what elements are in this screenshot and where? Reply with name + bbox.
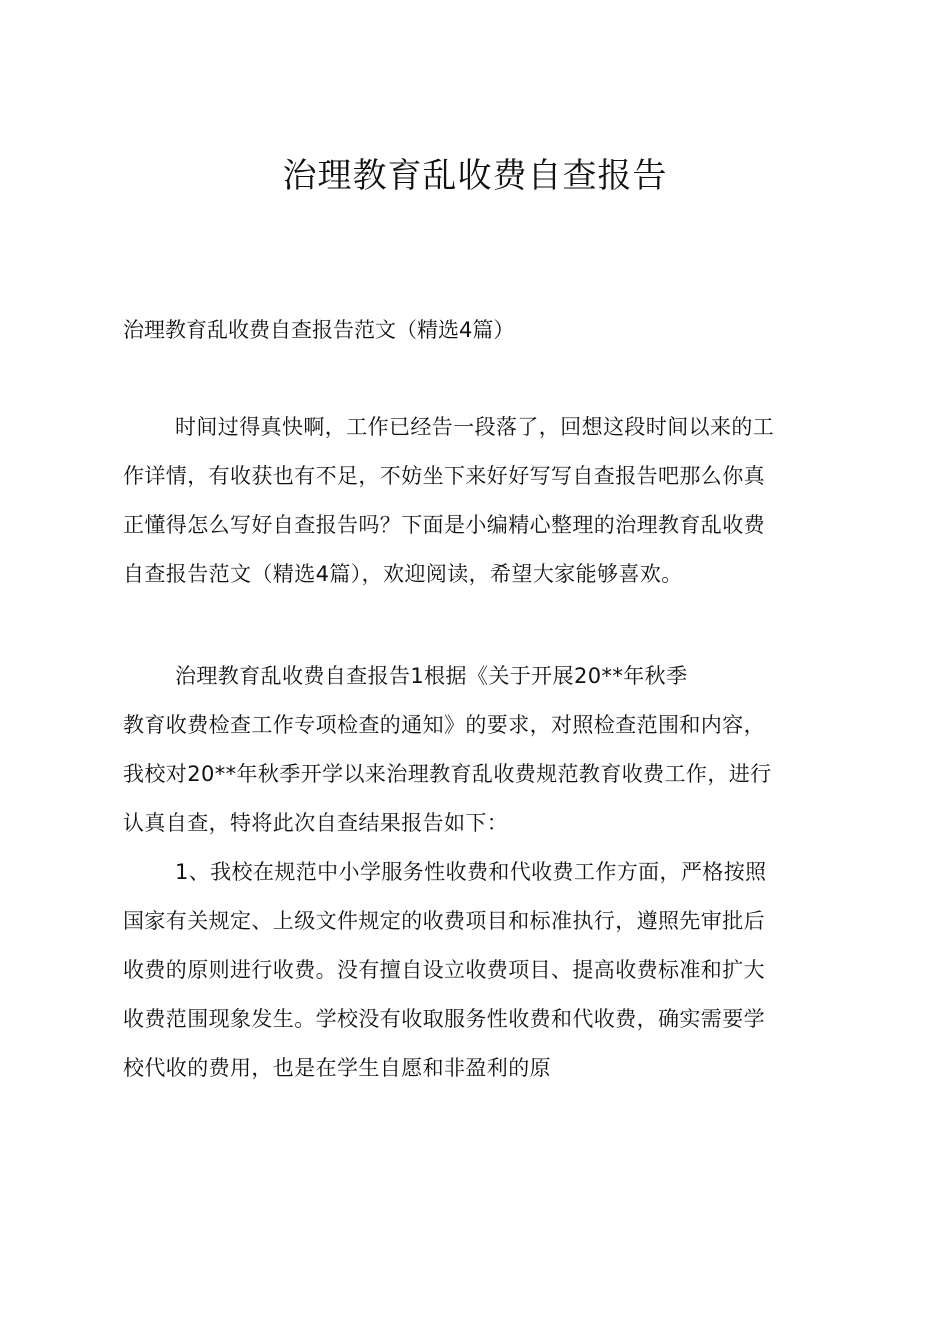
paragraph-line: 教育收费检查工作专项检查的通知》的要求，对照检查范围和内容， bbox=[123, 713, 765, 737]
paragraph-line: 国家有关规定、上级文件规定的收费项目和标准执行，遵照先审批后 bbox=[123, 909, 765, 933]
paragraph-line: 作详情，有收获也有不足，不妨坐下来好好写写自查报告吧那么你真 bbox=[123, 464, 765, 488]
report-intro-paragraph bbox=[123, 652, 835, 848]
paragraph-line: 我校对20**年秋季开学以来治理教育乱收费规范教育收费工作，进行 bbox=[123, 762, 772, 786]
paragraph-line: 正懂得怎么写好自查报告吗？下面是小编精心整理的治理教育乱收费 bbox=[123, 513, 765, 537]
paragraph-line: 认真自查，特将此次自查结果报告如下： bbox=[123, 811, 509, 835]
paragraph-line: 校代收的费用，也是在学生自愿和非盈利的原 bbox=[123, 1056, 551, 1080]
document-subtitle: 治理教育乱收费自查报告范文（精选4篇） bbox=[123, 318, 515, 342]
intro-paragraph bbox=[123, 403, 835, 599]
item-1-paragraph bbox=[123, 848, 835, 1093]
paragraph-line: 时间过得真快啊，工作已经告一段落了，回想这段时间以来的工 bbox=[175, 415, 775, 439]
document-title: 治理教育乱收费自查报告 bbox=[282, 156, 668, 196]
paragraph-line: 自查报告范文（精选4篇），欢迎阅读，希望大家能够喜欢。 bbox=[123, 562, 683, 586]
paragraph-line: 收费的原则进行收费。没有擅自设立收费项目、提高收费标准和扩大 bbox=[123, 958, 765, 982]
paragraph-line: 收费范围现象发生。学校没有收取服务性收费和代收费，确实需要学 bbox=[123, 1007, 765, 1031]
paragraph-line: 治理教育乱收费自查报告1根据《关于开展20**年秋季 bbox=[175, 664, 688, 688]
paragraph-line: 1、我校在规范中小学服务性收费和代收费工作方面，严格按照 bbox=[175, 860, 767, 884]
